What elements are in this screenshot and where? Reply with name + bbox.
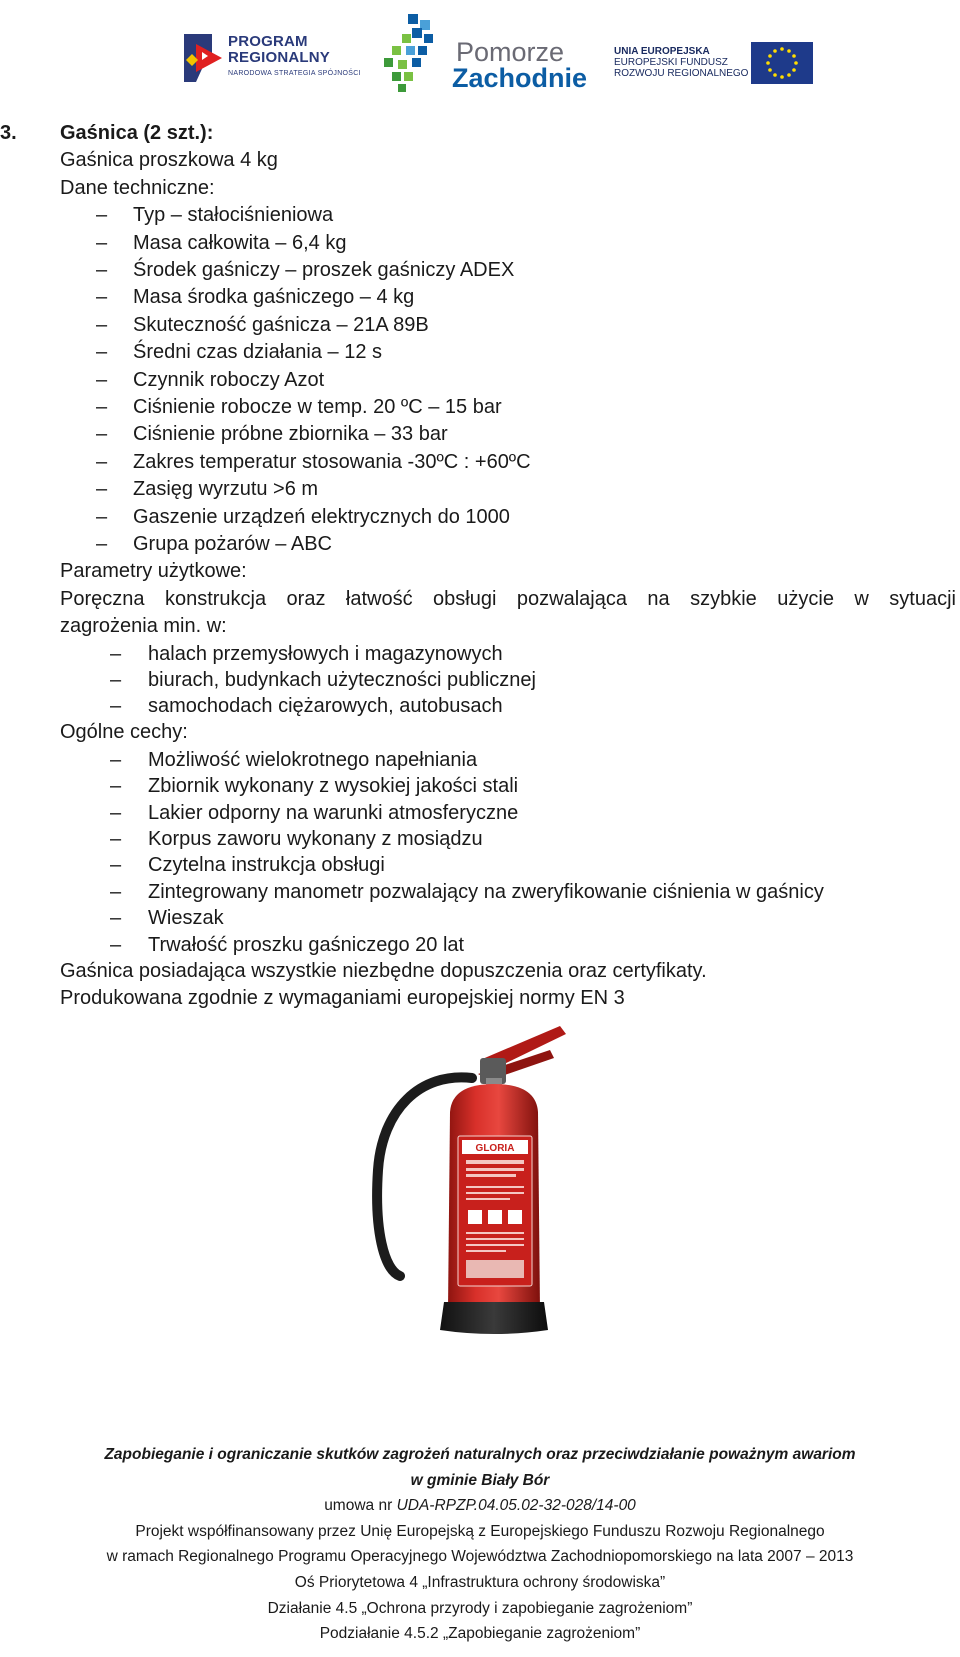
list-item: – Korpus zaworu wykonany z mosiądzu [0,826,960,852]
footer-priority-axis: Oś Priorytetowa 4 „Infrastruktura ochrony środowiska” [294,1573,666,1591]
program-regionalny-emblem-icon [182,30,226,86]
dash-bullet: – [110,933,122,956]
dash-bullet: – [110,801,122,824]
dash-bullet: – [96,450,108,473]
dash-bullet: – [96,204,108,227]
section-heading [0,120,960,147]
dash-bullet: – [110,775,122,798]
list-item: – Czynnik roboczy Azot [0,367,960,394]
dash-bullet: – [96,505,108,528]
dash-bullet: – [96,368,108,391]
dash-bullet: – [110,854,122,877]
norm-sentence: Produkowana zgodnie z wymaganiami europejskiej normy EN 3 [60,987,625,1010]
program-regionalny-subtitle: NARODOWA STRATEGIA SPÓJNOŚCI [228,70,361,77]
header-logos [0,10,960,96]
footer-contract-code: UDA-RPZP.04.05.02-32-028/14-00 [396,1497,636,1515]
list-item: – Możliwość wielokrotnego napełniania [0,747,960,773]
section-title: Gaśnica (2 szt.): [60,122,214,144]
dash-bullet: – [96,313,108,336]
fire-extinguisher-icon [360,1020,620,1350]
footer-measure: Działanie 4.5 „Ochrona przyrody i zapobieganie zagrożeniom” [267,1599,693,1617]
dash-bullet: – [96,423,108,446]
unia-europejska-text: UNIA EUROPEJSKA EUROPEJSKI FUNDUSZ ROZWOJU REGIONALNEGO [614,46,749,79]
list-item: – Skuteczność gaśnicza – 21A 89B [0,312,960,339]
dash-bullet: – [96,259,108,282]
footer-contract: umowa nr UDA-RPZP.04.05.02-32-028/14-00 [324,1497,636,1515]
eu-flag-icon [751,42,813,84]
certificates-sentence: Gaśnica posiadająca wszystkie niezbędne dopuszczenia oraz certyfikaty. [60,959,707,982]
pomorze-zachodnie-logo [382,12,588,96]
list-item: – Zbiornik wykonany z wysokiej jakości stali [0,773,960,799]
dash-bullet: – [110,907,122,930]
list-item: – Trwałość proszku gaśniczego 20 lat [0,932,960,958]
list-item: – Ciśnienie próbne zbiornika – 33 bar [0,421,960,448]
dash-bullet: – [96,478,108,501]
usage-text-line2: zagrożenia min. w: [60,615,227,638]
footer [0,1442,960,1647]
list-item: – Ciśnienie robocze w temp. 20 ºC – 15 bar [0,394,960,421]
list-item: – Lakier odporny na warunki atmosferyczne [0,800,960,826]
dash-bullet: – [110,642,122,665]
document-body [0,120,960,1013]
footer-program: w ramach Regionalnego Programu Operacyjnego Województwa Zachodniopomorskiego na lata 2007 – 2013 [106,1548,854,1566]
footer-submeasure: Podziałanie 4.5.2 „Zapobieganie zagrożeniom” [319,1625,641,1643]
list-item: – samochodach ciężarowych, autobusach [0,693,960,719]
list-item: – Średni czas działania – 12 s [0,339,960,366]
list-item: – Zakres temperatur stosowania -30ºC : +60ºC [0,449,960,476]
dash-bullet: – [96,533,108,556]
list-item: – Środek gaśniczy – proszek gaśniczy ADEX [0,257,960,284]
fire-extinguisher-image [360,1020,620,1350]
dash-bullet: – [110,748,122,771]
dash-bullet: – [96,286,108,309]
footer-project-location: w gminie Biały Bór [410,1471,550,1489]
list-item: – Grupa pożarów – ABC [0,531,960,558]
dash-bullet: – [110,668,122,691]
usage-list [0,641,960,720]
dash-bullet: – [96,396,108,419]
tech-data-label: Dane techniczne: [60,176,215,199]
zachodnie-text: Zachodnie [452,63,588,93]
dash-bullet: – [96,231,108,254]
features-list [0,747,960,958]
pomorze-zachodnie-emblem-icon [382,12,456,96]
usage-params-label: Parametry użytkowe: [60,560,247,583]
dash-bullet: – [110,827,122,850]
pomorze-text: Pomorze [456,37,565,67]
section-number: 3. [0,122,17,144]
product-subtitle: Gaśnica proszkowa 4 kg [60,149,278,172]
footer-cofinancing: Projekt współfinansowany przez Unię Europejską z Europejskiego Funduszu Rozwoju Regionalnego [135,1522,825,1540]
footer-project-title: Zapobieganie i ograniczanie skutków zagrożeń naturalnych oraz przeciwdziałanie poważnym awariom [104,1446,856,1463]
program-regionalny-title: PROGRAM REGIONALNY [228,33,331,66]
list-item: – Wieszak [0,905,960,931]
list-item: – Zintegrowany manometr pozwalający na zweryfikowanie ciśnienia w gaśnicy [0,879,960,905]
dash-bullet: – [96,341,108,364]
extinguisher-label-brand: GLORIA [475,1143,515,1154]
list-item: – Typ – stałociśnieniowa [0,202,960,229]
dash-bullet: – [110,695,122,718]
list-item: – halach przemysłowych i magazynowych [0,641,960,667]
list-item: – Czytelna instrukcja obsługi [0,852,960,878]
dash-bullet: – [110,880,122,903]
list-item: – Zasięg wyrzutu >6 m [0,476,960,503]
list-item: – Gaszenie urządzeń elektrycznych do 1000 [0,504,960,531]
general-features-label: Ogólne cechy: [60,721,188,744]
usage-text-line1: Poręczna konstrukcja oraz łatwość obsługi pozwalająca na szybkie użycie w sytuacji [60,587,956,610]
program-regionalny-logo [182,30,362,90]
list-item: – Masa środka gaśniczego – 4 kg [0,284,960,311]
tech-data-list [0,202,960,558]
unia-europejska-logo [614,42,814,92]
list-item: – biurach, budynkach użyteczności publicznej [0,667,960,693]
list-item: – Masa całkowita – 6,4 kg [0,230,960,257]
